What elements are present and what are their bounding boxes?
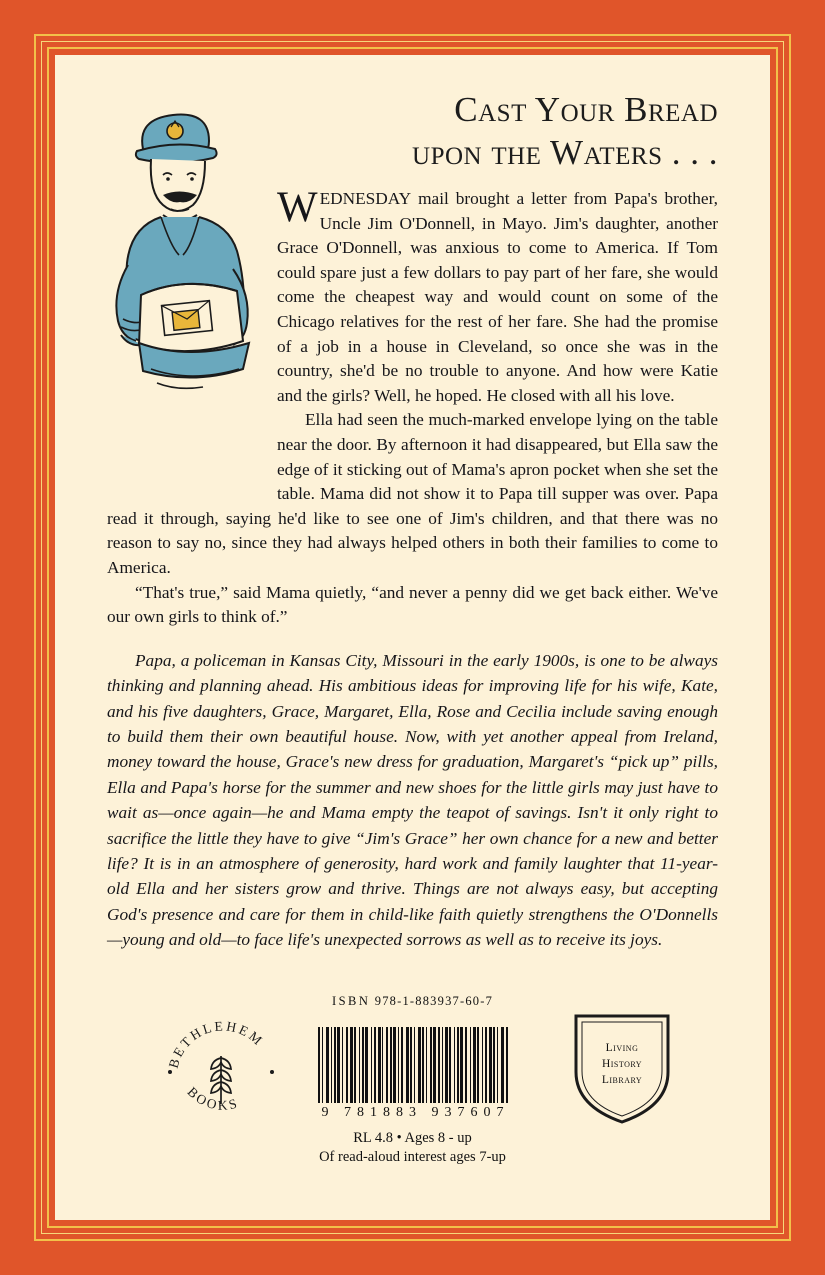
isbn-label: ISBN	[331, 994, 371, 1008]
read-aloud-note: Of read-aloud interest ages 7-up	[319, 1149, 506, 1165]
paper-panel	[55, 55, 770, 1220]
title-line-2: upon the Waters . . .	[412, 133, 718, 172]
badge-line-1: Living	[605, 1042, 639, 1054]
badge-text	[570, 1040, 674, 1088]
barcode	[318, 1027, 508, 1103]
living-history-library-badge	[570, 1010, 674, 1126]
excerpt-paragraph-1-text: mail brought a letter from Papa's brother, Uncle Jim O'Donnell, in Mayo. Jim's daughter, another Grace O'Donnell, was anxious to come to America. If Tom could spare just a few dollars to pay part of her fare, she would come the cheapest way and would count on some of the Chicago relatives for the rest of her fare. She had the promise of a job in a house in Cleveland, so once she was in the country, she'd be no trouble to anyone. And how were Katie and the girls? Well, he hoped. He closed with all his love.	[277, 189, 718, 405]
excerpt-lead-words: EDNESDAY	[319, 189, 412, 208]
badge-line-2: History	[601, 1058, 643, 1070]
svg-text:BOOKS: BOOKS	[184, 1084, 241, 1113]
barcode-digits: 9 781883 937607	[321, 1105, 510, 1120]
reading-level: RL 4.8 • Ages 8 - up	[353, 1130, 472, 1146]
excerpt-paragraph-2: Ella had seen the much-marked envelope lying on the table near the door. By afternoon it had disappeared, but Ella saw the edge of it sticking out of Mama's apron pocket when she set the table. Mama did not show it to Papa till supper was over. Papa read it through, saying he'd like to see one of Jim's children, and that there was no reason to say no, since they had always helped others in both their families to come to America.	[107, 410, 718, 577]
synopsis-paragraph: Papa, a policeman in Kansas City, Missouri in the early 1900s, is one to be always thinking and planning ahead. His ambitious ideas for improving life for his wife, Kate, and his five daughters, Grace, Margaret, Ella, Rose and Cecilia include saving enough to build them their own beautiful house. Now, with yet another appeal from Ireland, money toward the house, Grace's new dress for graduation, Margaret's “pick up” pills, Ella and Papa's horse for the summer and new shoes for the little girls may just have to wait as—once again—he and Mama empty the teapot of savings. Isn't it only right to sacrifice the little they have to give “Jim's Grace” her own chance for a new and better life? It is in an atmosphere of generosity, hard work and family laughter that 11-year-old Ella and her sisters grow and thrive. Things are not always easy, but accepting God's presence and care for them in child-like faith quietly strengthens the O'Donnells—young and old—to face life's unexpected sorrows as well as to receive its joys.	[107, 650, 718, 950]
isbn-number: 978-1-883937-60-7	[374, 994, 494, 1008]
cover-content	[55, 55, 770, 1220]
policeman-with-mail-illustration	[101, 97, 276, 427]
badge-line-3: Library	[601, 1074, 643, 1086]
title-line-1: Cast Your Bread	[454, 90, 718, 129]
svg-text:BETHLEHEM: BETHLEHEM	[165, 1018, 267, 1070]
cover-footer	[107, 994, 718, 1184]
drop-cap: W	[277, 184, 318, 231]
excerpt-paragraph-3: “That's true,” said Mama quietly, “and never a penny did we get back either. We've our own girls to think of.”	[107, 582, 718, 627]
isbn-line	[107, 994, 718, 1009]
